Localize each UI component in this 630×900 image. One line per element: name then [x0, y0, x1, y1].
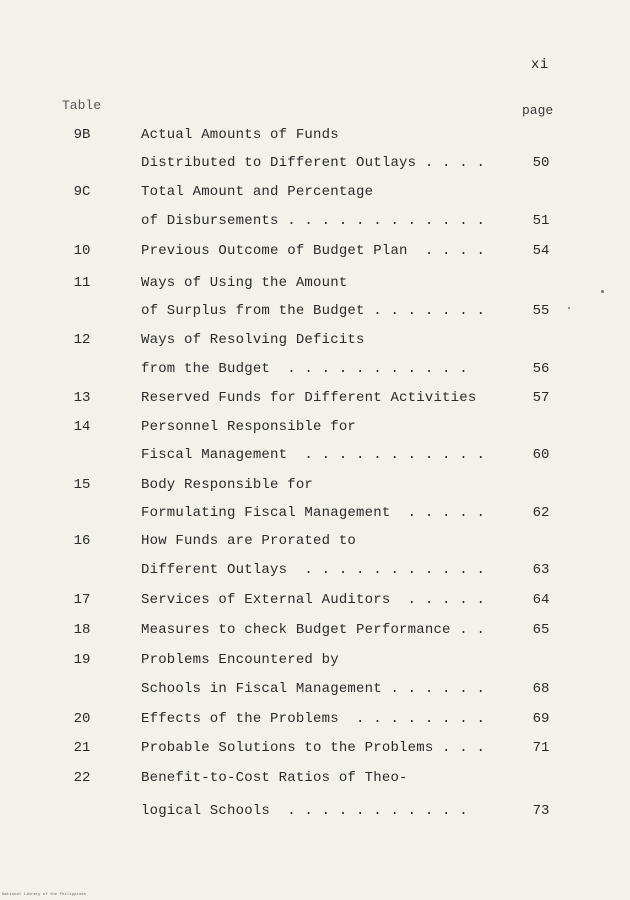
page-column-header: page	[522, 103, 554, 118]
toc-entry-continuation	[0, 681, 630, 701]
toc-entry	[0, 332, 630, 352]
entry-title: Benefit-to-Cost Ratios of Theo-	[141, 770, 408, 786]
toc-entry	[0, 711, 630, 731]
table-number: 13	[73, 390, 91, 406]
toc-entry	[0, 652, 630, 672]
table-number: 15	[73, 477, 91, 493]
toc-entry-continuation	[0, 505, 630, 525]
entry-title: How Funds are Prorated to	[141, 533, 357, 549]
table-number: 10	[73, 243, 91, 259]
paper-speck	[601, 290, 604, 293]
entry-page: 62	[532, 505, 550, 521]
table-number: 14	[73, 419, 91, 435]
toc-entry	[0, 592, 630, 612]
entry-title: Services of External Auditors . . . . .	[141, 592, 486, 608]
table-column-header: Table	[62, 98, 102, 113]
toc-entry	[0, 127, 630, 147]
table-number: 11	[73, 275, 91, 291]
toc-entry	[0, 533, 630, 553]
table-number: 9B	[73, 127, 91, 143]
entry-page: 63	[532, 562, 550, 578]
entry-title: of Surplus from the Budget . . . . . . .	[141, 303, 486, 319]
entry-title: Body Responsible for	[141, 477, 314, 493]
footer-credit: National Library of the Philippines	[2, 893, 87, 897]
toc-entry-continuation	[0, 155, 630, 175]
toc-entry-continuation	[0, 562, 630, 582]
entry-title: of Disbursements . . . . . . . . . . . .	[141, 213, 486, 229]
table-number: 19	[73, 652, 91, 668]
entry-title: Personnel Responsible for	[141, 419, 357, 435]
entry-title: Distributed to Different Outlays . . . .	[141, 155, 486, 171]
entry-title: Problems Encountered by	[141, 652, 339, 668]
table-number: 16	[73, 533, 91, 549]
toc-entry	[0, 770, 630, 790]
table-number: 9C	[73, 184, 91, 200]
entry-page: 57	[532, 390, 550, 406]
entry-title: Ways of Resolving Deficits	[141, 332, 365, 348]
toc-entry-continuation	[0, 803, 630, 823]
table-number: 22	[73, 770, 91, 786]
entry-title: from the Budget . . . . . . . . . . .	[141, 361, 468, 377]
table-number: 12	[73, 332, 91, 348]
toc-entry	[0, 243, 630, 263]
entry-title: Schools in Fiscal Management . . . . . .	[141, 681, 486, 697]
toc-entry	[0, 622, 630, 642]
entry-page: 64	[532, 592, 550, 608]
entry-page: 60	[532, 447, 550, 463]
table-number: 20	[73, 711, 91, 727]
entry-title: Total Amount and Percentage	[141, 184, 374, 200]
entry-title: logical Schools . . . . . . . . . . .	[141, 803, 468, 819]
entry-page: 65	[532, 622, 550, 638]
entry-title: Ways of Using the Amount	[141, 275, 348, 291]
table-number: 18	[73, 622, 91, 638]
entry-page: 68	[532, 681, 550, 697]
toc-entry-continuation	[0, 303, 630, 323]
entry-title: Effects of the Problems . . . . . . . .	[141, 711, 486, 727]
paper-speck	[568, 307, 570, 309]
toc-entry-continuation	[0, 361, 630, 381]
entry-page: 50	[532, 155, 550, 171]
table-number: 21	[73, 740, 91, 756]
entry-title: Previous Outcome of Budget Plan . . . .	[141, 243, 486, 259]
toc-entry	[0, 275, 630, 295]
toc-entry	[0, 184, 630, 204]
entry-title: Measures to check Budget Performance . .	[141, 622, 486, 638]
toc-entry	[0, 419, 630, 439]
entry-page: 54	[532, 243, 550, 259]
page-number: xi	[531, 57, 549, 73]
entry-page: 71	[532, 740, 550, 756]
entry-page: 55	[532, 303, 550, 319]
entry-title: Different Outlays . . . . . . . . . . .	[141, 562, 486, 578]
entry-title: Reserved Funds for Different Activities	[141, 390, 477, 406]
toc-entry	[0, 390, 630, 410]
toc-entry	[0, 477, 630, 497]
toc-entry-continuation	[0, 213, 630, 233]
entry-page: 69	[532, 711, 550, 727]
entry-title: Probable Solutions to the Problems . . .	[141, 740, 486, 756]
toc-entry	[0, 740, 630, 760]
table-number: 17	[73, 592, 91, 608]
entry-page: 51	[532, 213, 550, 229]
entry-title: Actual Amounts of Funds	[141, 127, 339, 143]
toc-entry-continuation	[0, 447, 630, 467]
entry-title: Formulating Fiscal Management . . . . .	[141, 505, 486, 521]
entry-page: 73	[532, 803, 550, 819]
entry-page: 56	[532, 361, 550, 377]
entry-title: Fiscal Management . . . . . . . . . . .	[141, 447, 486, 463]
